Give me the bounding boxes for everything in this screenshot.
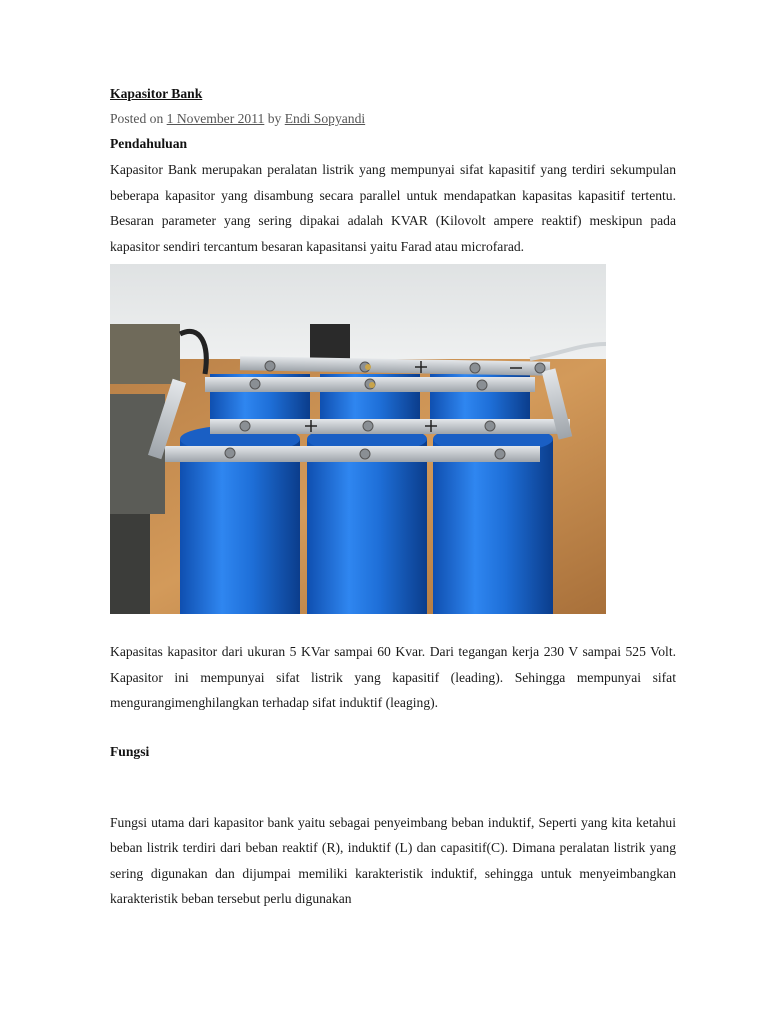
article	[110, 84, 676, 912]
by-label: by	[267, 111, 282, 126]
capacity-paragraph: Kapasitas kapasitor dari ukuran 5 KVar sampai 60 Kvar. Dari tegangan kerja 230 V sampai 525 Volt. Kapasitor ini mempunyai sifat listrik yang kapasitif (leading). Sehingga mempunyai sifat mengurangimenghilangkan terhadap sifat induktif (leaging).	[110, 644, 676, 710]
section-heading-fungsi: Fungsi	[110, 743, 150, 759]
posted-on-label: Posted on	[110, 111, 164, 126]
function-paragraph: Fungsi utama dari kapasitor bank yaitu sebagai penyeimbang beban induktif, Seperti yang kita ketahui beban listrik terdiri dari beban reaktif (R), induktif (L) dan capasitif(C). Dimana peralatan listrik yang sering digunakan dan dijumpai memiliki karakteristik induktif, sehingga untuk menyeimbangkan karakteristik beban tersebut perlu digunakan	[110, 814, 676, 906]
post-date-link[interactable]: 1 November 2011	[166, 111, 265, 126]
post-meta	[110, 109, 676, 129]
post-title[interactable]: Kapasitor Bank	[110, 86, 203, 101]
section-heading-pendahuluan: Pendahuluan	[110, 136, 188, 151]
intro-paragraph: Kapasitor Bank merupakan peralatan listrik yang mempunyai sifat kapasitif yang terdiri sekumpulan beberapa kapasitor yang disambung secara parallel untuk mendapatkan kapasitas kapasitif tertentu. Besaran parameter yang sering dipakai adalah KVAR (Kilovolt ampere reaktif) meskipun pada kapasitor sendiri tercantum besaran kapasitansi yaitu Farad atau microfarad.	[110, 162, 676, 254]
author-link[interactable]: Endi Sopyandi	[284, 111, 366, 126]
capacitor-bank-photo	[110, 264, 606, 614]
